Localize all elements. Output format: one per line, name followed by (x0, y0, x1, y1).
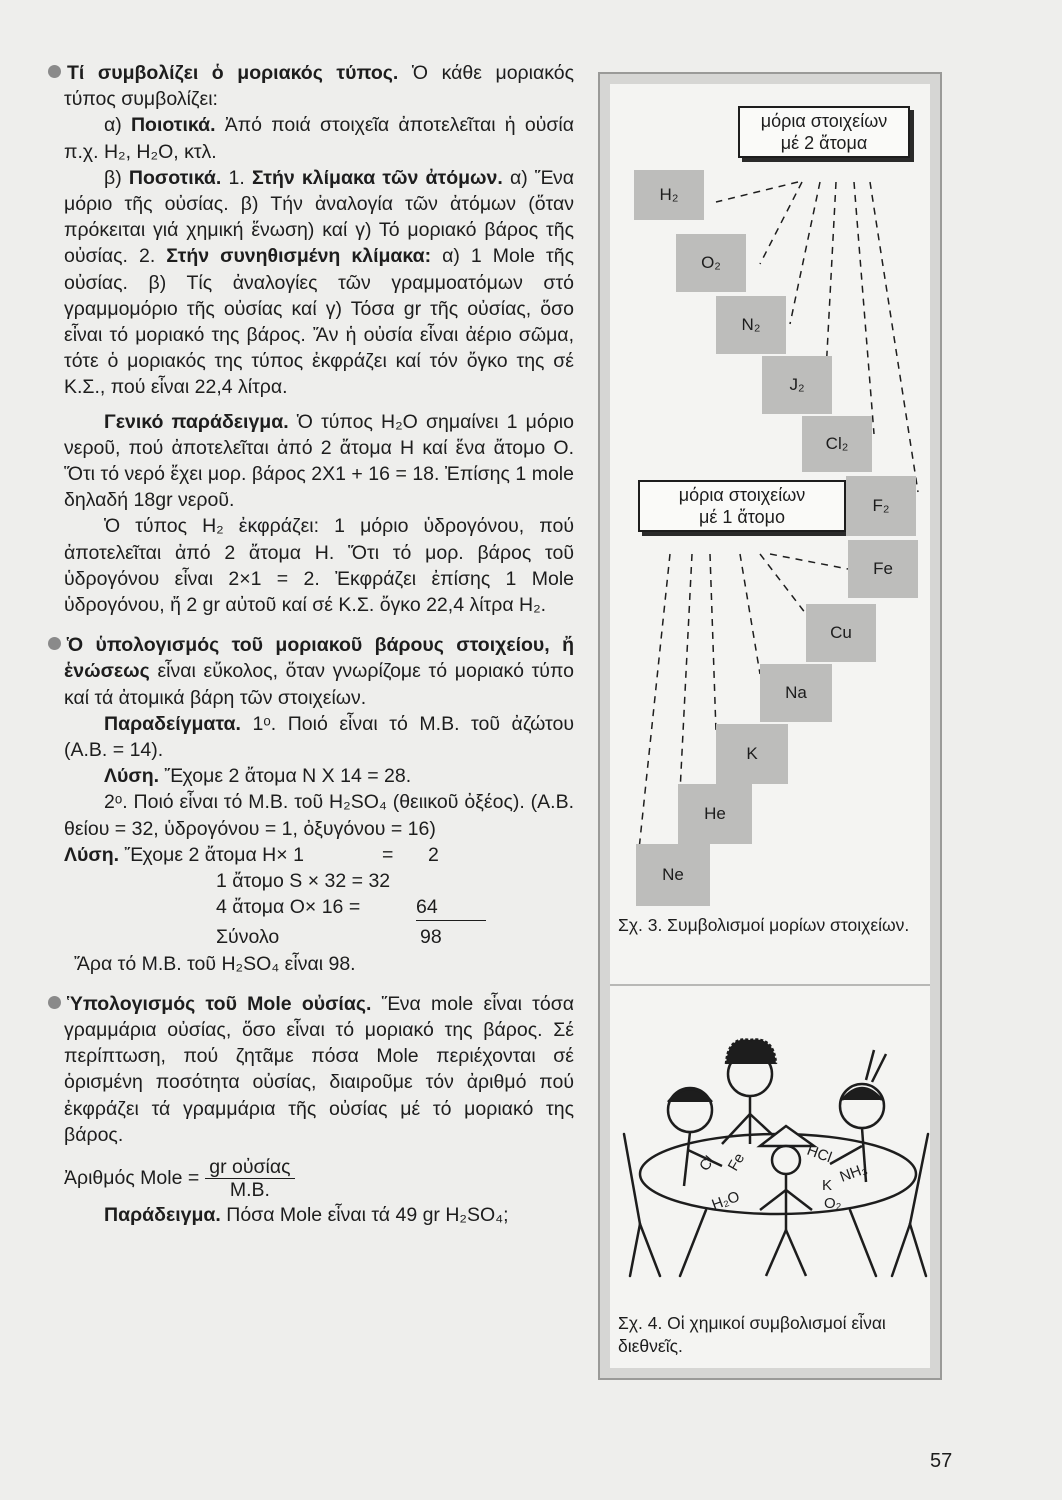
text-column (64, 60, 574, 1228)
calc-row-sum: Σύνολο 98 (216, 926, 442, 949)
bullet-icon (48, 65, 61, 78)
paragraph-solution-1: Λύση. Ἔχομε 2 ἄτομα N X 14 = 28. (104, 765, 412, 788)
label-nh3: NH₃ (837, 1160, 870, 1186)
element-na: Na (760, 664, 832, 722)
bullet-icon (48, 637, 61, 650)
label-o2: O₂ (824, 1195, 842, 1212)
element-f2: F₂ (846, 476, 916, 536)
figure-3-caption: Σχ. 3. Συμβολισμοί μορίων στοιχείων. (618, 915, 910, 935)
header-monatomic: μόρια στοιχείων μέ 1 ἄτομο (638, 480, 846, 532)
section-heading: Τί συμβολίζει ὁ μοριακός τύπος. (67, 62, 399, 84)
figure-4-illustration (610, 1014, 934, 1284)
paragraph-final-example: Παράδειγμα. Πόσα Mole εἶναι τά 49 gr H₂SO₄; (104, 1204, 509, 1227)
label-h2o: H₂O (709, 1188, 742, 1214)
calc-row-o: 4 ἄτομα O× 16 = 64 (64, 894, 574, 920)
header-diatomic: μόρια στοιχείων μέ 2 ἄτομα (738, 106, 910, 158)
element-h2: H₂ (634, 170, 704, 220)
element-fe: Fe (848, 540, 918, 598)
formula-fraction: $\frac{\text{gr οὐσίας}}{M.B.}$ (205, 1156, 294, 1201)
figure-4-caption: Σχ. 4. Οἱ χημικοί συμβολισμοί εἶναι διεθνεῖς. (618, 1313, 886, 1356)
figure-divider (610, 984, 930, 986)
element-cu: Cu (806, 604, 876, 662)
paragraph-examples: Παραδείγματα. 1ᵒ. Ποιό εἶναι τό M.B. τοῦ ἀζώτου (A.B. = 14). (64, 712, 574, 762)
element-j2: J₂ (762, 356, 832, 414)
paragraph-molecular-weight: Ὁ ὑπολογισμός τοῦ μοριακοῦ βάρους στοιχείου, ἤ ἑνώσεως εἶναι εὔκολος, ὅταν γνωρίζομε τό μοριακό τύπο καί τά ἀτομικά βάρη τῶν στοιχείων. (64, 632, 574, 711)
person-back-icon (722, 1040, 778, 1145)
calc-row-h: Λύση. Ἔχομε 2 ἄτομα H× 1 = 2 (64, 843, 439, 866)
element-n2: N₂ (716, 296, 786, 354)
label-fe: Fe (724, 1150, 749, 1174)
paragraph-qualitative: α) Ποιοτικά. Ἀπό ποιά στοιχεῖα ἀποτελεῖται ἡ οὐσία π.χ. H₂, H₂O, κτλ. (64, 114, 574, 163)
calc-row-result: Ἄρα τό M.B. τοῦ H₂SO₄ εἶναι 98. (74, 952, 356, 975)
person-left-icon (668, 1088, 722, 1186)
figure-panel (598, 72, 942, 1380)
paragraph-example-2: 2ᵒ. Ποιό εἶναι τό M.B. τοῦ H₂SO₄ (θειικοῦ ὀξέος). (A.B. θείου = 32, ὑδρογόνου = 1, ὀξυγόνου = 16) (64, 791, 574, 840)
paragraph-hydrogen-example: Ὁ τύπος H₂ ἐκφράζει: 1 μόριο ὑδρογόνου, πού ἀποτελεῖται ἀπό 2 ἄτομα H. Ὅτι τό μορ. βάρος τοῦ ὑδρογόνου εἶναι 2×1 = 2. Ἐκφράζει ἐπίσης 1 Mole ὑδρογόνου, ἤ 2 gr αὐτοῦ καί σέ Κ.Σ. ὄγκο 22,4 λίτρα H₂. (64, 515, 574, 617)
paragraph-general-example: Γενικό παράδειγμα. Ὁ τύπος H₂O σημαίνει 1 μόριο νεροῦ, πού ἀποτελεῖται ἀπό 2 ἄτομα H καί ἕνα ἄτομο O. Ὅτι τό νερό ἔχει μορ. βάρος 2X1 + 16 = 18. Ἐπίσης 1 mole δηλαδή 18gr νεροῦ. (64, 410, 574, 512)
label-k: K (822, 1177, 833, 1194)
bullet-icon (48, 996, 61, 1009)
paragraph-molecular-formula: Τί συμβολίζει ὁ μοριακός τύπος. Ὁ κάθε μοριακός τύπος συμβολίζει: (64, 60, 574, 112)
label-cl: Cl (696, 1152, 719, 1175)
figure-panel-inner (610, 84, 930, 1368)
person-front-icon (760, 1126, 814, 1276)
paragraph-mole: Ὑπολογισμός τοῦ Mole οὐσίας. Ἕνα mole εἶναι τόσα γραμμάρια οὐσίας, ὅσο εἶναι τό μοριακό της βάρος. Σέ περίπτωση, πού ζητᾶμε πόσα Mole περιέχονται σέ ὁρισμένη ποσότητα οὐσίας, διαιροῦμε τόν ἀριθμό πού ἐκφράζει τά γραμμάρια τῆς οὐσίας μέ τό μοριακό της βάρος. (64, 991, 574, 1148)
paragraph-quantitative: β) Ποσοτικά. 1. Στήν κλίμακα τῶν ἀτόμων. α) Ἕνα μόριο τῆς οὐσίας. β) Τήν ἀναλογία τῶν ἀτόμων (ὅταν πρόκειται γιά χημική ἕνωση) καί γ) Τό μοριακό βάρος τῆς οὐσίας. 2. Στήν συνηθισμένη κλίμακα: α) 1 Mole τῆς οὐσίας. β) Τίς ἀναλογίες τῶν γραμμοατόμων στό γραμμομόριο τῆς οὐσίας καί γ) Τόσα gr τῆς οὐσίας, ὅσο εἶναι τό μοριακό της βάρος. Ἄν ἡ οὐσία εἶναι ἀέριο σῶμα, τότε ὁ μοριακός της τύπος ἐκφράζει καί τόν ὄγκο της σέ Κ.Σ., πού εἶναι 22,4 λίτρα. (64, 166, 574, 399)
page-number: 57 (930, 1450, 953, 1472)
element-ne: Ne (636, 844, 710, 906)
element-o2: O₂ (676, 234, 746, 292)
element-k: K (716, 724, 788, 784)
calc-row-s: 1 ἄτομο S × 32 = 32 (216, 870, 391, 893)
mole-formula: Ἀριθμός Mole = $\frac{\text{gr οὐσίας}}{M.B.}$ (64, 1154, 574, 1202)
element-cl2: Cl₂ (802, 416, 872, 472)
label-hcl: HCl (804, 1141, 834, 1167)
element-he: He (678, 784, 752, 844)
